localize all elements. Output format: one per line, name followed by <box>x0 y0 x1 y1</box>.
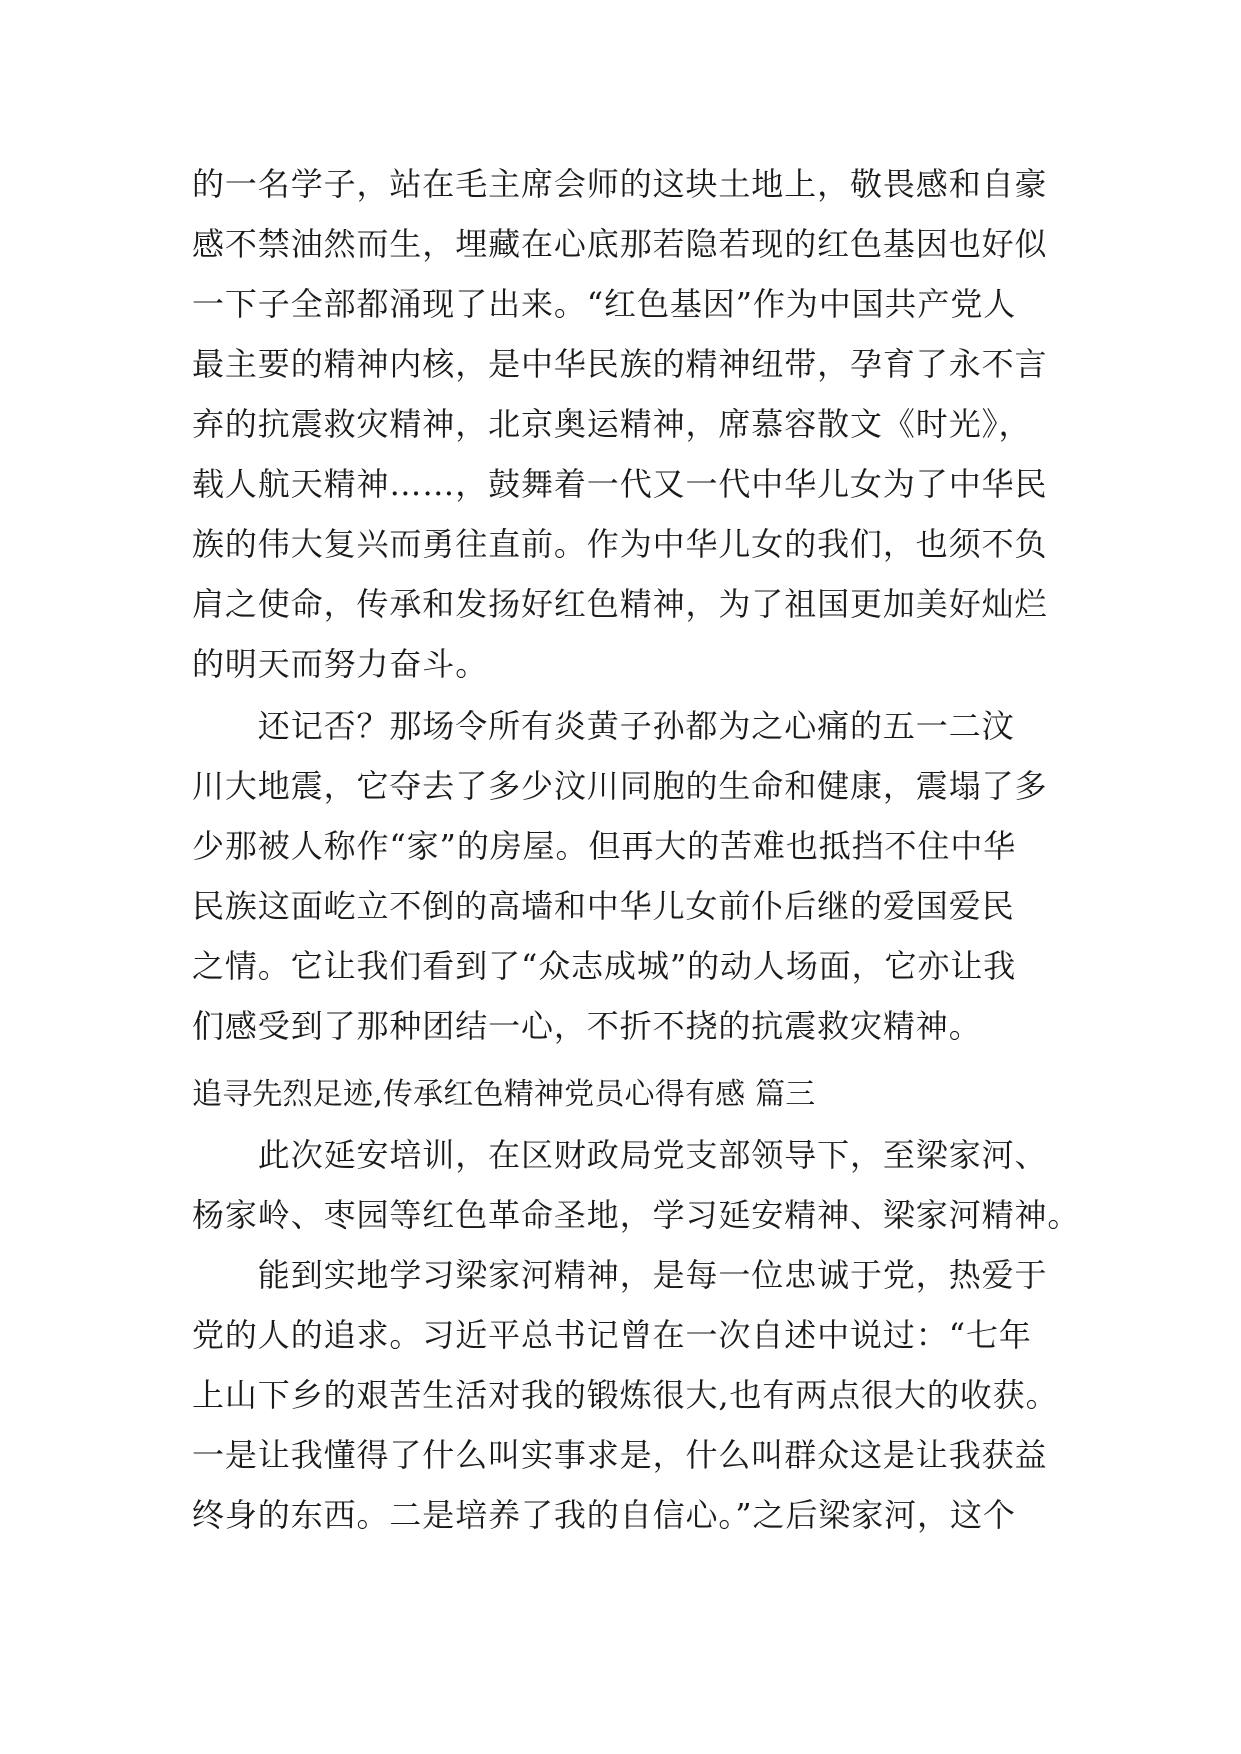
text-line: 族的伟大复兴而勇往直前。作为中华儿女的我们，也须不负 <box>192 525 1048 563</box>
text-line: 一是让我懂得了什么叫实事求是，什么叫群众这是让我获益 <box>192 1436 1048 1474</box>
text-line: 能到实地学习梁家河精神，是每一位忠诚于党，热爱于 <box>192 1256 1048 1294</box>
section-heading: 追寻先烈足迹,传承红色精神党员心得有感 篇三 <box>192 1077 816 1112</box>
text-line: 感不禁油然而生，埋藏在心底那若隐若现的红色基因也好似 <box>192 225 1048 263</box>
text-line: 的明天而努力奋斗。 <box>192 645 489 683</box>
text-line: 肩之使命，传承和发扬好红色精神，为了祖国更加美好灿烂 <box>192 585 1048 623</box>
text-line: 杨家岭、枣园等红色革命圣地，学习延安精神、梁家河精神。 <box>192 1196 1081 1234</box>
text-line: 少那被人称作“家”的房屋。但再大的苦难也抵挡不住中华 <box>192 827 1017 865</box>
text-line: 川大地震，它夺去了多少汶川同胞的生命和健康，震塌了多 <box>192 767 1048 805</box>
text-line: 党的人的追求。习近平总书记曾在一次自述中说过：“七年 <box>192 1316 1032 1354</box>
text-line: 最主要的精神内核，是中华民族的精神纽带，孕育了永不言 <box>192 345 1048 383</box>
text-line: 一下子全部都涌现了出来。“红色基因”作为中国共产党人 <box>192 285 1017 323</box>
text-line: 民族这面屹立不倒的高墙和中华儿女前仆后继的爱国爱民 <box>192 887 1015 925</box>
text-line: 之情。它让我们看到了“众志成城”的动人场面，它亦让我 <box>192 947 1017 985</box>
text-line: 们感受到了那种团结一心，不折不挠的抗震救灾精神。 <box>192 1007 982 1045</box>
text-line: 此次延安培训，在区财政局党支部领导下，至梁家河、 <box>192 1136 1048 1174</box>
text-line: 还记否？那场令所有炎黄子孙都为之心痛的五一二汶 <box>192 707 1015 745</box>
section-three <box>192 1065 1081 1545</box>
text-line: 上山下乡的艰苦生活对我的锻炼很大,也有两点很大的收获。 <box>192 1376 1059 1414</box>
text-line: 终身的东西。二是培养了我的自信心。”之后梁家河，这个 <box>192 1496 1016 1534</box>
text-line: 载人航天精神……，鼓舞着一代又一代中华儿女为了中华民 <box>192 465 1048 503</box>
text-line: 的一名学子，站在毛主席会师的这块土地上，敬畏感和自豪 <box>192 165 1048 203</box>
paragraph-continued <box>192 154 1062 694</box>
paragraph-wenchuan <box>192 696 1062 1056</box>
text-line: 弃的抗震救灾精神，北京奥运精神，席慕容散文《时光》， <box>192 405 1032 443</box>
